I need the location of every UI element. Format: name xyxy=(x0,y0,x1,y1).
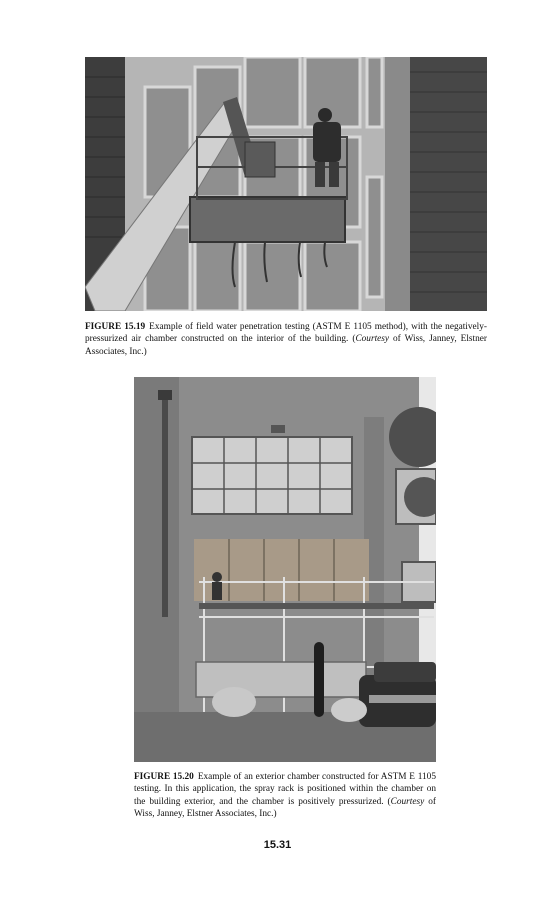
courtesy-word: Courtesy xyxy=(390,796,425,807)
figure-15-20-caption xyxy=(134,771,436,821)
figure-label: FIGURE 15.20 xyxy=(134,772,194,782)
figure-15-19-photo xyxy=(85,57,487,311)
courtesy-word: Courtesy xyxy=(355,334,390,345)
figure-15-19-caption xyxy=(85,321,487,358)
courtesy-text: of Wiss, Janney, Elstner Associates, Inc.) xyxy=(134,796,436,820)
page-number: 15.31 xyxy=(263,839,292,851)
caption-text: Example of an exterior chamber constructed for ASTM E 1105 testing. In this application, the spray rack is positioned within the chamber on the building exterior, and the chamber is positively pressurized. ( xyxy=(134,772,436,807)
figure-label: FIGURE 15.19 xyxy=(85,322,146,332)
caption-text: Example of field water penetration testing (ASTM E 1105 method), with the negatively-pressurized air chamber constructed on the interior of the building. ( xyxy=(85,322,487,345)
figure-15-20-photo xyxy=(134,377,436,762)
courtesy-text: of Wiss, Janney, Elstner Associates, Inc.) xyxy=(85,334,487,357)
